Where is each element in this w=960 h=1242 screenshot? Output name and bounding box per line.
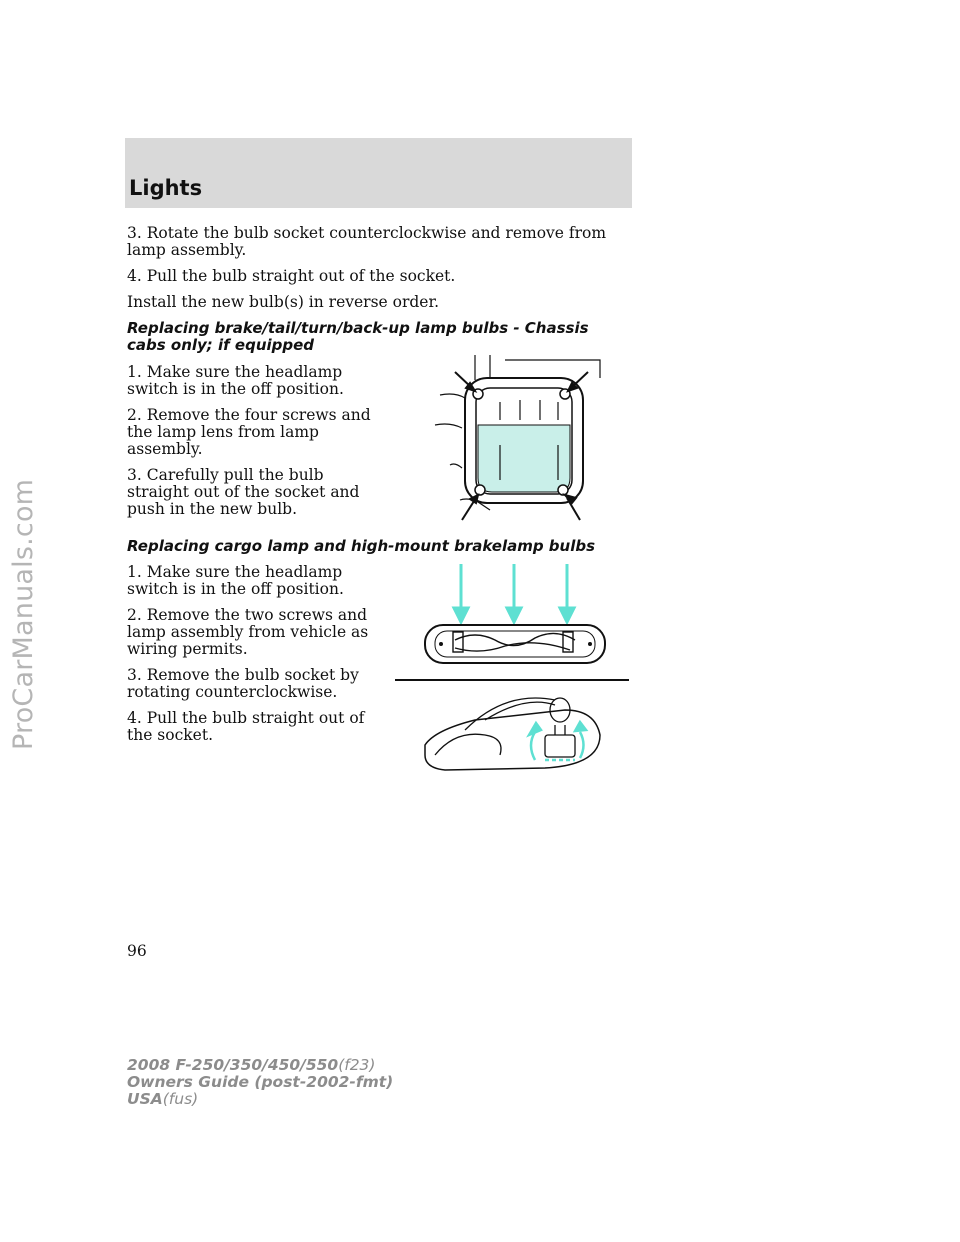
footer [127,1057,393,1108]
footer-model: 2008 F-250/350/450/550 [127,1056,339,1074]
section1-steps [127,364,385,527]
section1-step: 1. Make sure the headlamp switch is in the off position. [127,363,344,398]
section1-heading: Replacing brake/tail/turn/back-up lamp bulbs - Chassis cabs only; if equipped [127,319,589,354]
footer-model-code: (f23) [338,1056,376,1074]
footer-guide: Owners Guide (post-2002-fmt) [127,1073,394,1091]
section2-steps [127,564,385,753]
lens-tint [478,425,570,492]
section-title: Lights [129,176,203,200]
section2-step: 1. Make sure the headlamp switch is in the off position. [127,563,344,598]
footer-region-code: (fus) [162,1090,199,1108]
watermark-text: ProCarManuals.com [8,478,39,750]
section1-step: 3. Carefully pull the bulb straight out of the socket and push in the new bulb. [127,466,360,518]
intro-step: Install the new bulb(s) in reverse order. [127,293,440,311]
section2-step: 3. Remove the bulb socket by rotating counterclockwise. [127,666,359,701]
page-number: 96 [127,942,147,960]
section2-step: 4. Pull the bulb straight out of the socket. [127,709,365,744]
intro-step: 3. Rotate the bulb socket counterclockwise and remove from lamp assembly. [127,224,607,259]
section1-step: 2. Remove the four screws and the lamp lens from lamp assembly. [127,406,371,458]
section2-heading: Replacing cargo lamp and high-mount brakelamp bulbs [127,537,596,555]
section2-step: 2. Remove the two screws and lamp assembly from vehicle as wiring permits. [127,606,369,658]
screw-icon [475,485,485,495]
section-header [125,138,632,208]
footer-region: USA [127,1090,163,1108]
intro-steps [127,225,627,363]
tail-lamp-figure [420,350,610,525]
intro-step: 4. Pull the bulb straight out of the socket. [127,267,456,285]
cargo-lamp-figure [395,560,630,780]
